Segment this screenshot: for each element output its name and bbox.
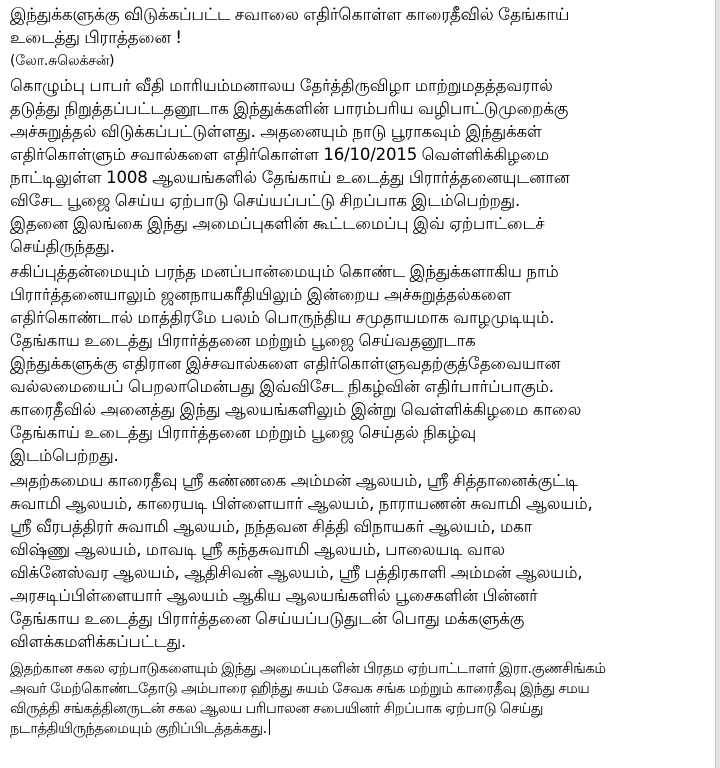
article-body [10, 4, 710, 739]
article-author: (லோ.சுலெக்சன்) [10, 53, 115, 69]
window-right-edge [715, 0, 720, 768]
text-cursor [269, 719, 270, 735]
article-paragraph-1: கொழும்பு பாபர் வீதி மாரியம்மனாலய தேர்த்திருவிழா மாற்றுமதத்தவரால் தடுத்து நிறுத்தப்பட்டதனூடாக இந்துக்களின் பாரம்பரிய வழிபாட்டுமுறைக்கு அச்சுறுத்தல் விடுக்கப்பட்டுள்ளது. அதனையும் நாடு பூராகவும் இந்துக்கள் எதிர்கொள்ளும் சவால்களை எதிர்கொள்ள 16/10/2015 வெள்ளிக்கிழமை நாட்டிலுள்ள 1008 ஆலயங்களில் தேங்காய் உடைத்து பிரார்த்தனையுடனான விசேட பூஜை செய்ய ஏற்பாடு செய்யப்பட்டு சிறப்பாக இடம்பெற்றது. இதனை இலங்கை இந்து அமைப்புகளின் கூட்டமைப்பு இவ் ஏற்பாட்டைச் செய்திருந்தது. [10, 76, 570, 256]
article-paragraph-2: சகிப்புத்தன்மையும் பரந்த மனப்பான்மையும் கொண்ட இந்துக்களாகிய நாம் பிரார்த்தனையாலும் ஜனநாயகரீதியிலும் இன்றைய அச்சுறுத்தல்களை எதிர்கொண்டால் மாத்திரமே பலம் பொருந்திய சமுதாயமாக வாழமுடியும். தேங்காய உடைத்து பிரார்த்தனை மற்றும் பூஜை செய்வதனூடாக இந்துக்களுக்கு எதிரான இச்சவால்களை எதிர்கொள்ளுவதற்குத்தேவையான வல்லமையைப் பெறலாமென்பது இவ்விசேட நிகழ்வின் எதிர்பார்ப்பாகும். காரைதீவில் அனைத்து இந்து ஆலயங்களிலும் இன்று வெள்ளிக்கிழமை காலை தேங்காய் உடைத்து பிரார்த்தனை மற்றும் பூஜை செய்தல் நிகழ்வு இடம்பெற்றது. [10, 262, 582, 465]
article-paragraph-3: அதற்கமைய காரைதீவு ஸ்ரீ கண்ணகை அம்மன் ஆலயம், ஸ்ரீ சித்தானைக்குட்டி சுவாமி ஆலயம், காரையடி பிள்ளையார் ஆலயம், நாராயணன் சுவாமி ஆலயம், ஸ்ரீ வீரபத்திரர் சுவாமி ஆலயம், நந்தவன சித்தி விநாயகர் ஆலயம், மகா விஷ்ணு ஆலயம், மாவடி ஸ்ரீ கந்தசுவாமி ஆலயம், பாலையடி வால விக்னேஸ்வர ஆலயம், ஆதிசிவன் ஆலயம், ஸ்ரீ பத்திரகாளி அம்மன் ஆலயம், அரசடிப்பிள்ளையார் ஆலயம் ஆகிய ஆலயங்களில் பூசைகளின் பின்னர் தேங்காய உடைத்து பிரார்த்தனை செய்யப்படுதுடன் பொது மக்களுக்கு விளக்கமளிக்கப்பட்டது. [10, 471, 593, 651]
article-paragraph-4-text: இதற்கான சகல ஏற்பாடுகளையும் இந்து அமைப்புகளின் பிரதம ஏற்பாட்டாளர் இரா.குணசிங்கம் அவர் மேற்கொண்டதோடு அம்பாரை ஹிந்து சுயம் சேவக சங்க மற்றும் காரைதீவு இந்து சமய விருத்தி சங்கத்தினருடன் சகல ஆலய பரிபாலன சபையினர் சிறப்பாக ஏற்பாடு செய்து நடாத்தியிருந்தமையும் குறிப்பிடத்தக்கது. [10, 661, 606, 737]
article-title: இந்துக்களுக்கு விடுக்கப்பட்ட சவாலை எதிர்கொள்ள காரைதீவில் தேங்காய் உடைத்து பிராத்தனை ! [10, 5, 570, 48]
article-paragraph-4 [10, 659, 710, 739]
